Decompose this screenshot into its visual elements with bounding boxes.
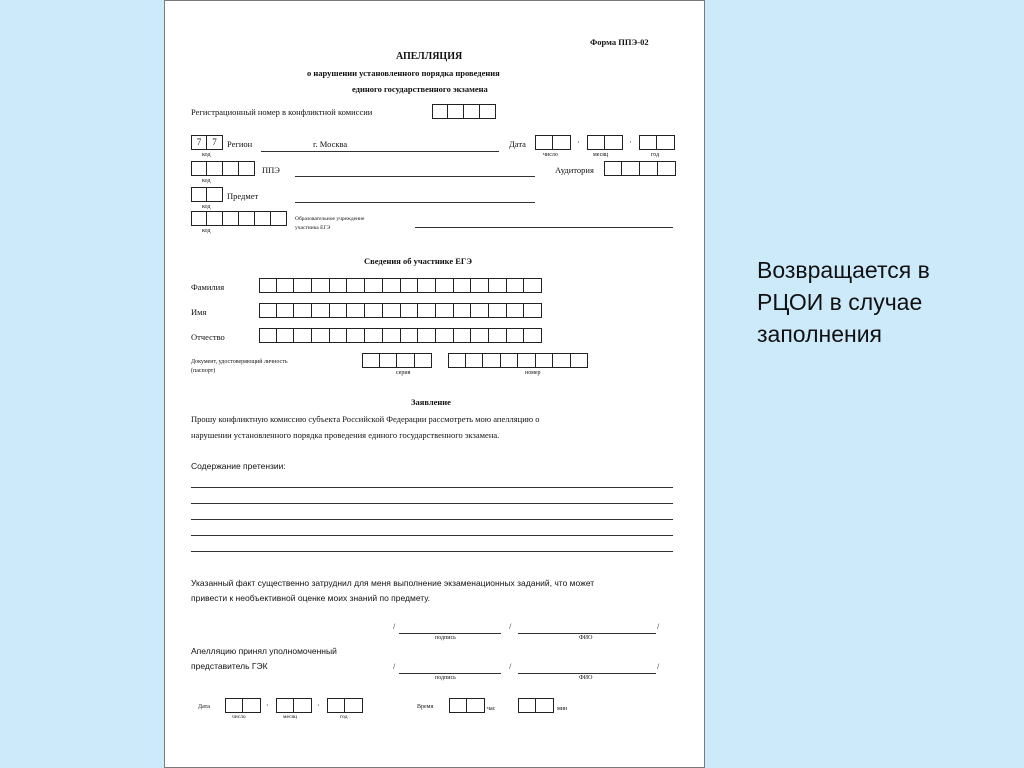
- appeal-form-page: [164, 0, 705, 768]
- passport-series-boxes[interactable]: [362, 353, 432, 368]
- name-label: Имя: [191, 307, 207, 317]
- passport-number-boxes[interactable]: [448, 353, 588, 368]
- bottom-day-boxes[interactable]: [225, 698, 261, 713]
- claim-line-1: [191, 487, 673, 488]
- school-line: [415, 227, 673, 228]
- number-caption: номер: [525, 370, 541, 376]
- form-code: Форма ППЭ-02: [590, 37, 649, 47]
- school-label-1: Образовательное учреждение: [295, 216, 365, 222]
- region-label: Регион: [227, 139, 253, 149]
- date-separator-2: ·: [629, 137, 632, 147]
- bottom-day-caption: число: [232, 714, 246, 720]
- slash-2: /: [509, 621, 512, 631]
- reg-number-label: Регистрационный номер в конфликтной комиссии: [191, 107, 373, 117]
- region-value: г. Москва: [313, 139, 348, 149]
- slash-1: /: [393, 621, 396, 631]
- school-label-2: участника ЕГЭ: [295, 225, 331, 231]
- slash-6: /: [657, 661, 660, 671]
- gek-signature-line: [399, 673, 501, 674]
- statement-text-1: Прошу конфликтную комиссию субъекта Российской Федерации рассмотреть мою апелляцию о: [191, 414, 540, 424]
- form-subtitle-2: единого государственного экзамена: [352, 84, 488, 94]
- statement-heading: Заявление: [411, 397, 451, 407]
- time-label: Время: [417, 704, 434, 710]
- subject-line: [295, 202, 535, 203]
- bottom-month-boxes[interactable]: [276, 698, 312, 713]
- day-caption: число: [543, 152, 558, 158]
- subject-label: Предмет: [227, 191, 259, 201]
- slash-3: /: [657, 621, 660, 631]
- ppe-code-boxes[interactable]: [191, 161, 255, 176]
- claim-label: Содержание претензии:: [191, 461, 286, 471]
- patronymic-label: Отчество: [191, 332, 225, 342]
- accepted-label-2: представитель ГЭК: [191, 661, 268, 671]
- date-day-boxes[interactable]: [535, 135, 571, 150]
- region-line: [261, 151, 499, 152]
- bottom-month-caption: месяц: [283, 714, 297, 720]
- participant-fio-caption: ФИО: [579, 635, 593, 641]
- name-boxes[interactable]: [259, 303, 542, 318]
- auditorium-boxes[interactable]: [604, 161, 676, 176]
- document-label-1: Документ, удостоверяющий личность: [191, 359, 288, 365]
- participant-fio-line: [518, 633, 656, 634]
- bottom-date-separator-1: ·: [266, 700, 269, 710]
- series-caption: серия: [396, 370, 411, 376]
- minutes-caption: мин: [557, 706, 568, 712]
- school-code-caption: код: [202, 228, 211, 234]
- slash-4: /: [393, 661, 396, 671]
- bottom-date-separator-2: ·: [317, 700, 320, 710]
- ppe-line: [295, 176, 535, 177]
- slash-5: /: [509, 661, 512, 671]
- hours-caption: час: [487, 706, 496, 712]
- gek-fio-caption: ФИО: [579, 675, 593, 681]
- surname-boxes[interactable]: [259, 278, 542, 293]
- subject-code-boxes[interactable]: [191, 187, 223, 202]
- claim-line-5: [191, 551, 673, 552]
- effect-text-1: Указанный факт существенно затруднил для меня выполнение экзаменационных заданий, что может: [191, 578, 595, 588]
- participant-signature-line: [399, 633, 501, 634]
- subject-code-caption: код: [202, 204, 211, 210]
- hours-boxes[interactable]: [449, 698, 485, 713]
- patronymic-boxes[interactable]: [259, 328, 542, 343]
- claim-line-2: [191, 503, 673, 504]
- form-title: АПЕЛЛЯЦИЯ: [396, 51, 463, 62]
- gek-fio-line: [518, 673, 656, 674]
- school-code-boxes[interactable]: [191, 211, 287, 226]
- participant-heading: Сведения об участнике ЕГЭ: [364, 256, 473, 266]
- gek-signature-caption: подпись: [435, 675, 456, 681]
- surname-label: Фамилия: [191, 282, 225, 292]
- ppe-label: ППЭ: [262, 165, 280, 175]
- effect-text-2: привести к необъективной оценке моих знаний по предмету.: [191, 593, 431, 603]
- date-label: Дата: [509, 139, 526, 149]
- side-note: Возвращается в РЦОИ в случае заполнения: [757, 257, 930, 347]
- region-code-boxes[interactable]: 7 7: [191, 135, 223, 150]
- year-caption: год: [651, 152, 660, 158]
- claim-line-4: [191, 535, 673, 536]
- participant-signature-caption: подпись: [435, 635, 456, 641]
- minutes-boxes[interactable]: [518, 698, 554, 713]
- ppe-code-caption: код: [202, 178, 211, 184]
- month-caption: месяц: [593, 152, 609, 158]
- statement-text-2: нарушении установленного порядка проведения единого государственного экзамена.: [191, 430, 500, 440]
- claim-line-3: [191, 519, 673, 520]
- auditorium-label: Аудитория: [555, 165, 594, 175]
- form-subtitle-1: о нарушении установленного порядка проведения: [307, 68, 500, 78]
- bottom-date-label: Дата: [198, 704, 210, 710]
- date-year-boxes[interactable]: [639, 135, 675, 150]
- bottom-year-caption: год: [340, 714, 348, 720]
- date-month-boxes[interactable]: [587, 135, 623, 150]
- reg-number-boxes[interactable]: [432, 104, 496, 119]
- bottom-year-boxes[interactable]: [327, 698, 363, 713]
- region-code-caption: код: [202, 152, 211, 158]
- accepted-label-1: Апелляцию принял уполномоченный: [191, 646, 337, 656]
- date-separator-1: ·: [577, 137, 580, 147]
- document-label-2: (паспорт): [191, 368, 216, 374]
